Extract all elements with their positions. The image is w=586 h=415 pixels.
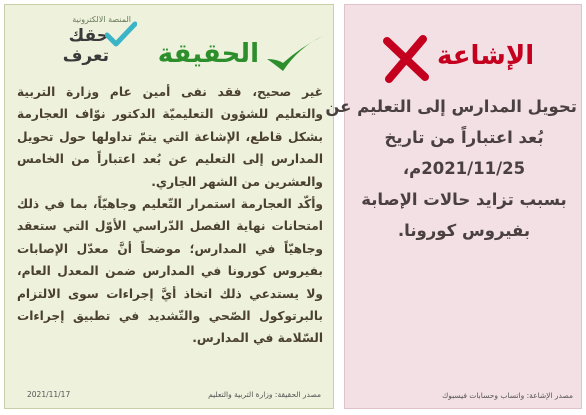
truth-title: الحقيقة bbox=[157, 39, 259, 69]
rumor-panel bbox=[325, 4, 582, 409]
rumor-line: تحويل المدارس إلى التعليم عن bbox=[325, 97, 577, 116]
truth-paragraph: وأكّد العجارمة استمرار التّعليم وجاهيّاً، بما في ذلك امتحانات نهاية الفصل الدّراسي الأوّل التي ستعقد وجاهيّاً في المدارس؛ موضحاً أنَّ معدّل الإصابات بفيروس كورونا في المدارس ضمن المعدل العام، ولا يستدعي ذلك اتخاذ أيَّ إجراءات سوى الالتزام بالبرتوكول الصّحي والتّشديد في تطبيق إجراءات السّلامة في المدارس. bbox=[17, 197, 323, 346]
rumor-line: بسبب تزايد حالات الإصابة bbox=[361, 190, 567, 209]
rumor-line: بُعد اعتباراً من تاريخ bbox=[384, 128, 544, 147]
truth-body bbox=[17, 81, 323, 350]
rumor-body bbox=[325, 91, 577, 246]
rumor-header bbox=[381, 31, 551, 85]
check-icon bbox=[105, 21, 137, 49]
truth-date: 2021/11/17 bbox=[27, 390, 71, 399]
brand-name: حقك تعرف bbox=[62, 26, 109, 66]
brand-logo bbox=[17, 15, 137, 66]
check-icon bbox=[263, 33, 325, 75]
truth-footer bbox=[13, 388, 325, 402]
truth-header bbox=[155, 33, 325, 77]
truth-panel bbox=[4, 4, 334, 409]
x-mark-icon bbox=[381, 33, 431, 83]
rumor-line: 2021/11/25م، bbox=[402, 159, 526, 178]
rumor-line: بفيروس كورونا. bbox=[397, 221, 531, 240]
rumor-source: مصدر الإشاعة: واتساب وحسابات فيسبوك bbox=[442, 391, 573, 400]
rumor-title: الإشاعة bbox=[437, 41, 535, 71]
platform-label: المنصة الالكترونية bbox=[72, 15, 131, 24]
truth-paragraph: غير صحيح، فقد نفى أمين عام وزارة التربية والتعليم للشؤون التعليميّة الدكتور نوّاف العجارمة بشكل قاطع، الإشاعة التي يتمّ تداولها حول تحويل المدارس إلى التعليم عن بُعد اعتباراً من الخامس والعشرين من الشهر الجاري. bbox=[17, 85, 323, 189]
truth-source: مصدر الحقيقة: وزارة التربية والتعليم bbox=[208, 390, 321, 399]
